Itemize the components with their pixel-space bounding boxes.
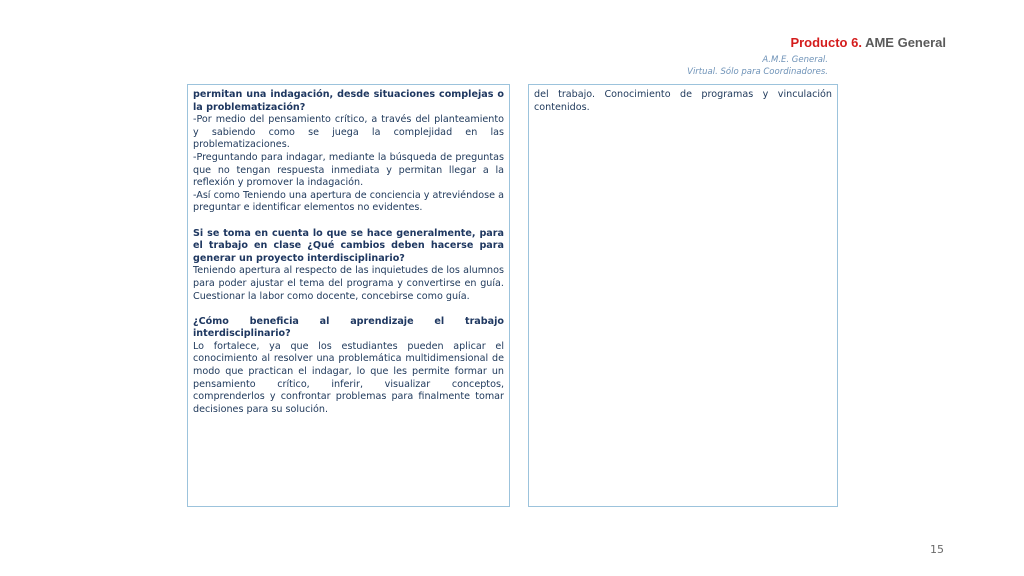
answer-1-1: -Por medio del pensamiento crítico, a través del planteamiento y sabiendo como se juega la complejidad en las problematizaciones. [193,114,504,151]
answer-1-2: -Preguntando para indagar, mediante la búsqueda de preguntas que no tengan respuesta inmediata y permitan llegar a la reflexión y promover la indagación. [193,151,504,189]
answer-1-3: -Así como Teniendo una apertura de conciencia y atreviéndose a preguntar e identificar elementos no evidentes. [193,189,504,214]
product-name: AME General [861,35,946,50]
answer-3-1: Lo fortalece, ya que los estudiantes pueden aplicar el conocimiento al resolver una problemática multidimensional de modo que practican el indagar, lo que les permite formar un pensamiento crítico, inferir, visualizar conceptos, comprenderlos y confrontar problemas para finalmente tomar decisiones para su solución. [193,340,504,415]
header-subtitle-1: A.M.E. General. [762,55,828,65]
question-3: ¿Cómo beneficia al aprendizaje el trabajo interdisciplinario? [193,315,504,340]
question-1: permitan una indagación, desde situaciones complejas o la problematización? [193,89,504,113]
page-number: 15 [930,543,944,556]
right-panel-text: del trabajo. Conocimiento de programas y vinculación contenidos. [534,89,832,113]
spacer [193,215,504,228]
header-subtitle-2: Virtual. Sólo para Coordinadores. [687,67,828,77]
left-text-panel [187,84,510,507]
question-2: Si se toma en cuenta lo que se hace generalmente, para el trabajo en clase ¿Qué cambios deben hacerse para generar un proyecto interdisciplinario? [193,227,504,264]
answer-2-1: Teniendo apertura al respecto de las inquietudes de los alumnos para poder ajustar el tema del programa y convertirse en guía. Cuestionar la labor como docente, concebirse como guía. [193,265,504,302]
product-label: Producto 6. [790,35,862,50]
right-text-panel [528,84,838,507]
spacer [193,303,504,316]
document-header-title [790,35,946,50]
